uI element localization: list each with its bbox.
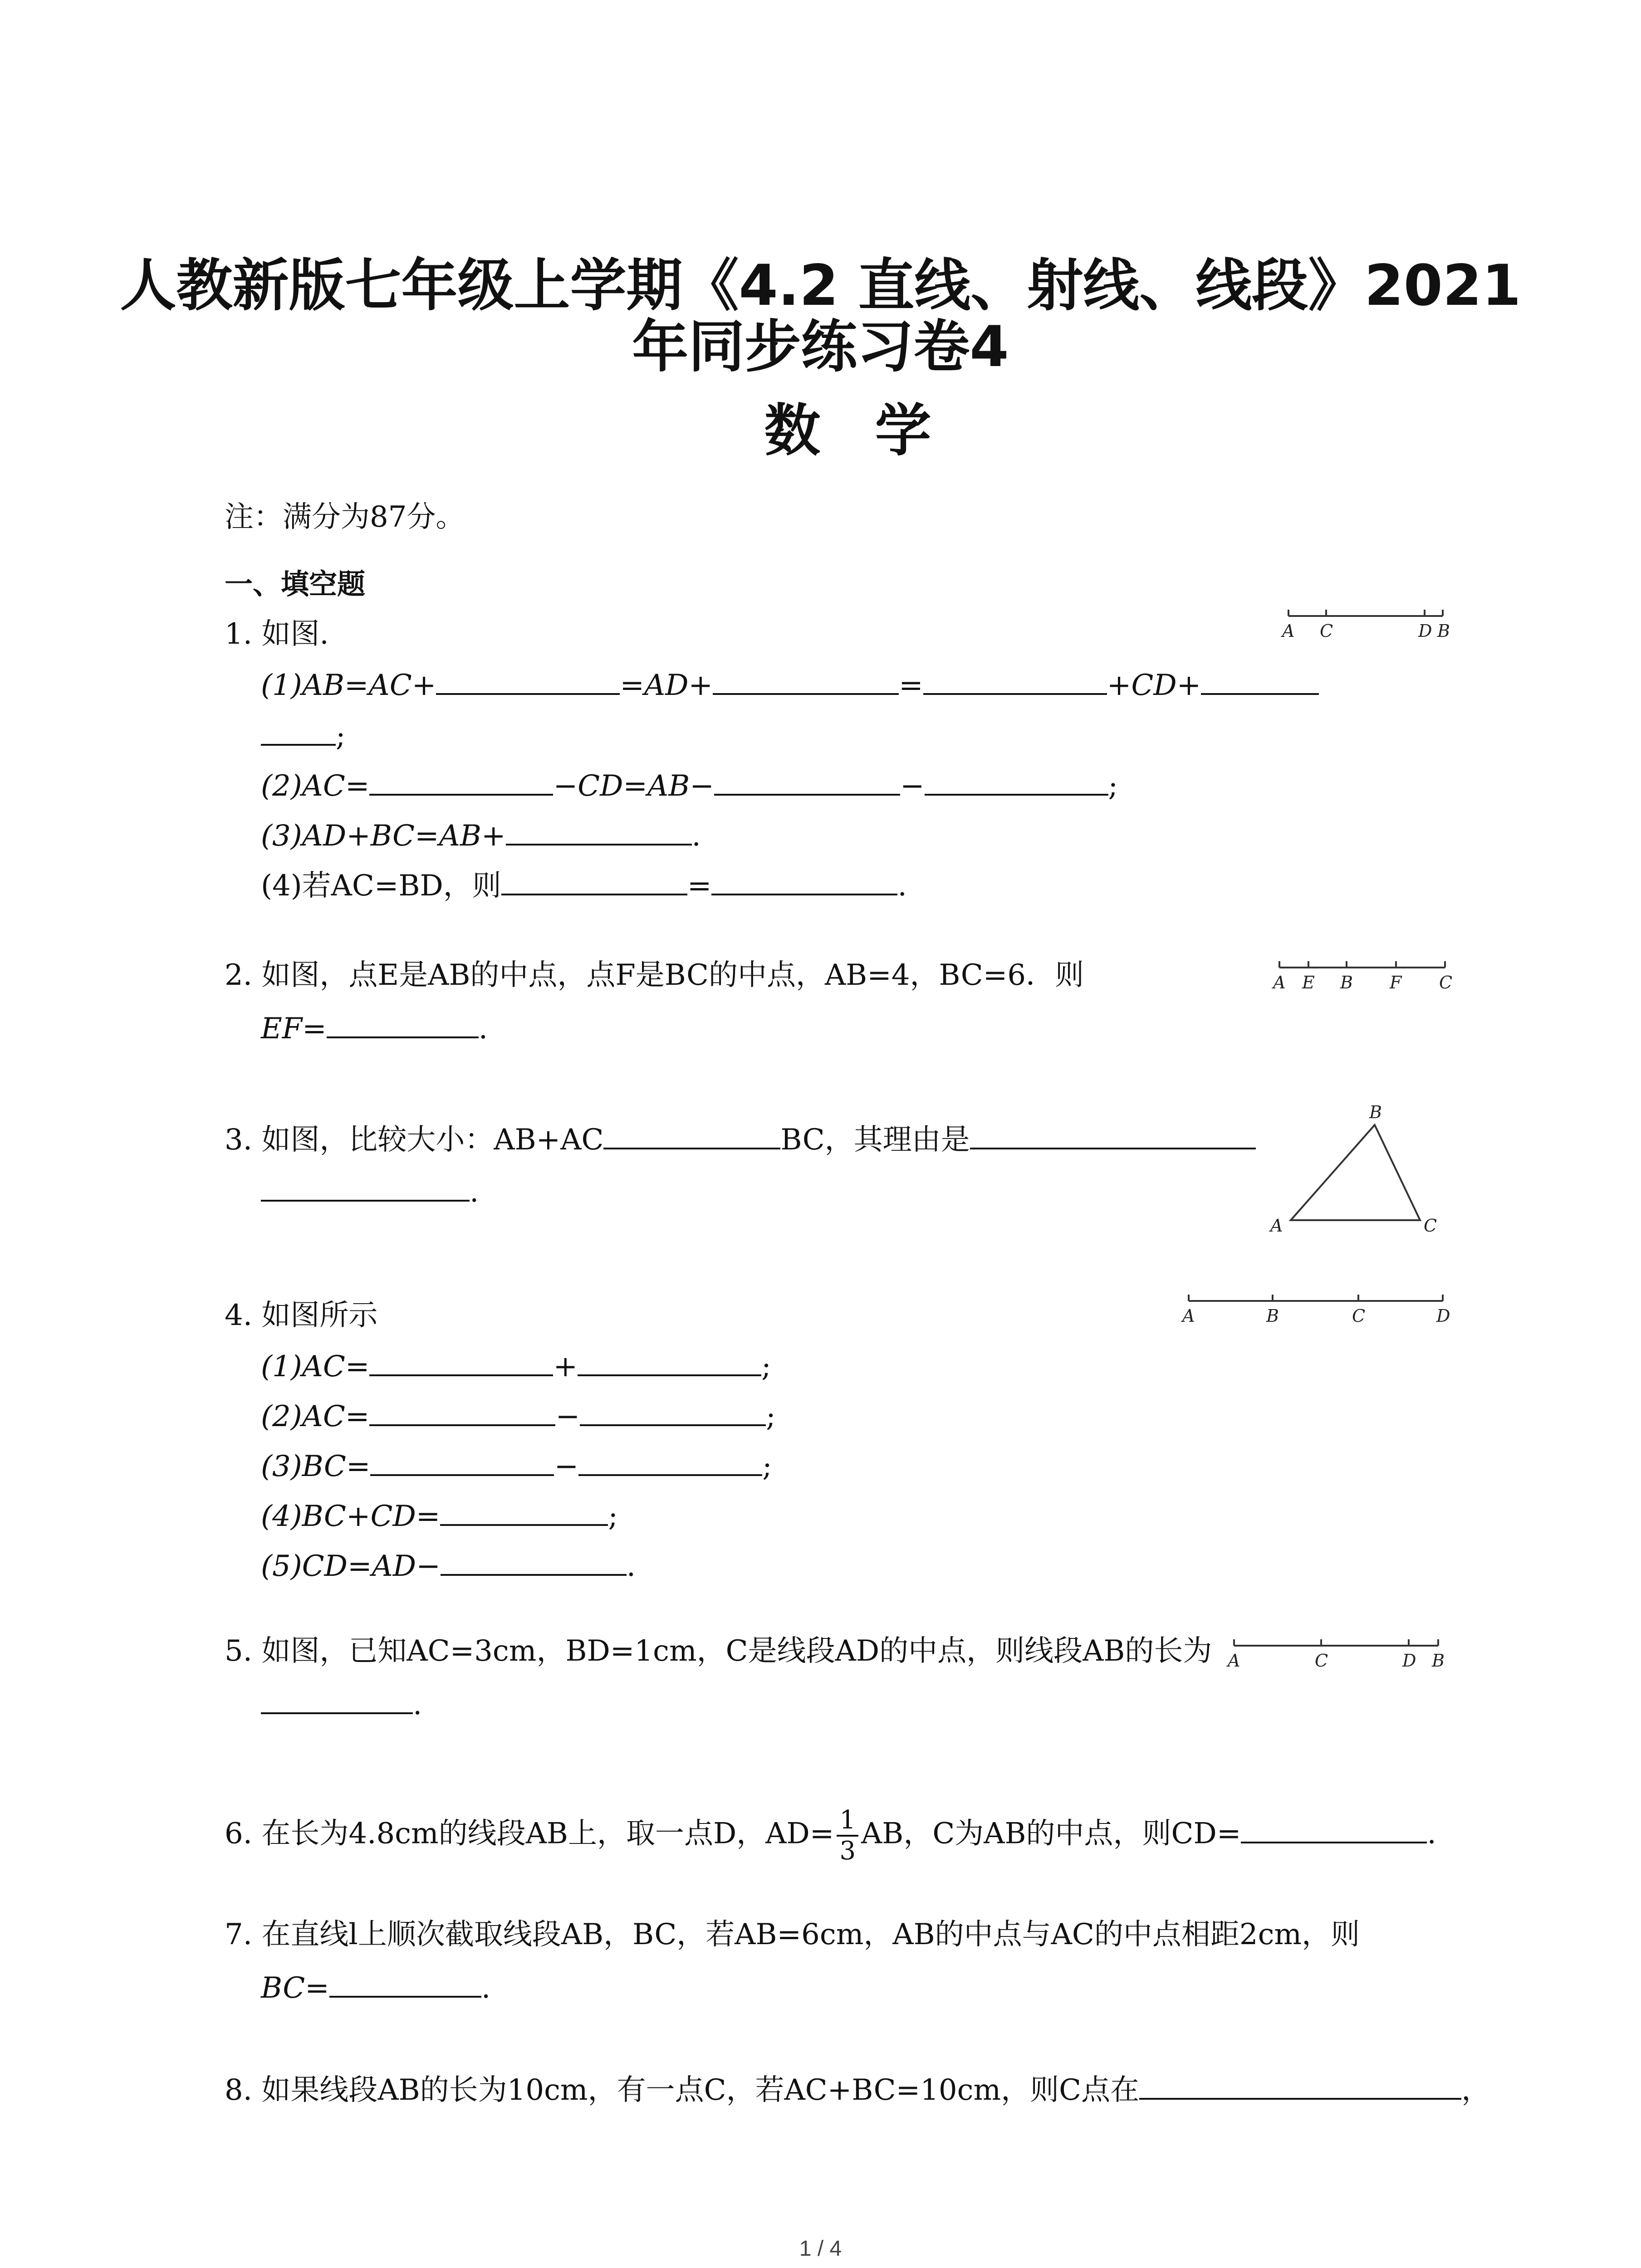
q8-blank[interactable]	[1139, 2071, 1461, 2100]
q2-blank[interactable]	[327, 1009, 479, 1038]
q1-blank[interactable]	[711, 866, 897, 895]
q2-figure	[1266, 950, 1456, 996]
q1-part1-end: ;	[336, 719, 346, 753]
q5-line2	[261, 1685, 422, 1723]
q4-blank[interactable]	[440, 1497, 608, 1526]
q5-label-c: C	[1315, 1651, 1328, 1671]
q1-part2-seg: −	[900, 769, 925, 803]
q1-blank[interactable]	[1201, 666, 1319, 695]
q1-part4-seg: =	[687, 869, 712, 903]
q1-blank[interactable]	[925, 767, 1108, 796]
q4-label-a: A	[1182, 1306, 1195, 1326]
q4-blank[interactable]	[578, 1347, 761, 1376]
q4-part3-seg: ;	[762, 1450, 772, 1483]
q3-line1-pre: 3. 如图，比较大小：AB+AC	[225, 1123, 604, 1157]
score-note: 注：满分为87分。	[225, 500, 465, 534]
q5-label-a: A	[1228, 1651, 1240, 1671]
q4-blank[interactable]	[580, 1397, 766, 1426]
q1-part4	[261, 866, 907, 904]
q1-blank[interactable]	[369, 767, 553, 796]
q1-figure	[1275, 599, 1456, 644]
q1-part2-seg: ;	[1108, 769, 1118, 803]
q8-end: ，	[1461, 2073, 1491, 2107]
q8-pre: 8. 如果线段AB的长为10cm，有一点C，若AC+BC=10cm，则C点在	[225, 2073, 1140, 2107]
q3-triangle-figure	[1257, 1093, 1447, 1247]
q3-line1-mid: BC，其理由是	[780, 1123, 970, 1157]
q4-label-c: C	[1352, 1306, 1366, 1326]
q6-post: AB，C为AB的中点，则CD=	[861, 1817, 1241, 1851]
q4-part4	[261, 1497, 618, 1535]
q2-line2	[261, 1009, 488, 1047]
q4-part4-seg: ;	[608, 1500, 618, 1533]
q5-figure	[1220, 1628, 1456, 1674]
q3-label-b: B	[1369, 1102, 1382, 1122]
q4-blank[interactable]	[578, 1447, 762, 1476]
q3-label-a: A	[1270, 1216, 1283, 1236]
q3-reason-blank[interactable]	[970, 1120, 1256, 1149]
q6-blank[interactable]	[1241, 1814, 1427, 1843]
q7-line2-pre: BC=	[261, 1971, 329, 2005]
q7-line1: 7. 在直线l上顺次截取线段AB，BC，若AB=6cm，AB的中点与AC的中点相距2cm，则	[225, 1918, 1360, 1951]
q4-part3-seg: −	[554, 1450, 579, 1483]
q4-part5	[261, 1547, 636, 1584]
q5-line1: 5. 如图，已知AC=3cm，BD=1cm，C是线段AD的中点，则线段AB的长为	[225, 1634, 1212, 1668]
q1-part3-seg: (3)AD+BC=AB+	[261, 819, 506, 853]
q4-part1-seg: (1)AC=	[261, 1350, 370, 1383]
q4-part2-seg: ;	[766, 1400, 776, 1433]
q1-label-c: C	[1320, 621, 1333, 641]
section-heading: 一、填空题	[225, 567, 366, 601]
q2-label-a: A	[1273, 973, 1286, 992]
page-number: 1 / 4	[799, 2237, 842, 2261]
q4-blank[interactable]	[369, 1347, 553, 1376]
q1-blank[interactable]	[501, 866, 687, 895]
q4-part3-seg: (3)BC=	[261, 1450, 371, 1483]
q8-line	[225, 2071, 1490, 2108]
subject-title: 数学	[764, 398, 986, 464]
q6-frac-num: 1	[837, 1808, 858, 1837]
q1-label-a: A	[1282, 621, 1295, 641]
q4-blank[interactable]	[369, 1397, 555, 1426]
q1-label-b: B	[1437, 621, 1450, 641]
q4-figure	[1175, 1284, 1465, 1329]
q7-line2-post: .	[481, 1971, 491, 2005]
q4-part2-seg: (2)AC=	[261, 1400, 370, 1433]
q4-part2	[261, 1397, 776, 1435]
q1-label-d: D	[1418, 621, 1432, 641]
q1-blank[interactable]	[506, 816, 692, 846]
q7-line2	[261, 1969, 490, 2006]
q1-part1-cont	[261, 717, 346, 754]
q1-part2-seg: −CD=AB−	[553, 769, 714, 803]
q1-part1-seg: (1)AB=AC+	[261, 669, 436, 702]
q1-blank[interactable]	[436, 666, 620, 695]
q6-fraction	[837, 1805, 858, 1866]
q1-part2	[261, 767, 1118, 804]
q4-part4-seg: (4)BC+CD=	[261, 1500, 441, 1533]
q1-part4-seg: (4)若AC=BD，则	[261, 869, 501, 903]
q4-label-b: B	[1266, 1306, 1279, 1326]
q1-part2-seg: (2)AC=	[261, 769, 370, 803]
q3-line1	[225, 1120, 1256, 1158]
q6-frac-den: 3	[839, 1836, 856, 1866]
q5-line2-post: .	[413, 1688, 422, 1721]
q5-blank[interactable]	[261, 1685, 413, 1714]
q4-label-d: D	[1436, 1306, 1450, 1326]
q6-end: .	[1427, 1817, 1436, 1851]
q1-blank[interactable]	[713, 666, 899, 695]
q2-label-b: B	[1340, 973, 1353, 992]
q5-label-d: D	[1402, 1651, 1416, 1671]
q7-blank[interactable]	[329, 1969, 481, 1998]
q2-label-e: E	[1302, 973, 1315, 992]
q5-label-b: B	[1432, 1651, 1445, 1671]
q1-stem: 1. 如图.	[225, 617, 329, 651]
q4-blank[interactable]	[441, 1547, 627, 1576]
q1-part1-seg: =AD+	[620, 669, 713, 702]
q1-blank[interactable]	[714, 767, 900, 796]
q3-label-c: C	[1424, 1216, 1437, 1236]
q1-part1-seg: =	[899, 669, 923, 702]
q1-part1-seg: +CD+	[1107, 669, 1201, 702]
q1-part1	[261, 666, 1319, 704]
q1-blank[interactable]	[261, 717, 336, 746]
q4-part3	[261, 1447, 772, 1485]
q1-part3-seg: .	[691, 819, 701, 853]
q2-label-c: C	[1439, 973, 1453, 992]
q6-pre: 6. 在长为4.8cm的线段AB上，取一点D，AD=	[225, 1817, 834, 1851]
q1-part3	[261, 816, 701, 854]
q2-label-f: F	[1390, 973, 1402, 992]
page-title-line1: 人教新版七年级上学期《4.2 直线、射线、线段》2021	[120, 253, 1521, 318]
q3-blank[interactable]	[603, 1120, 780, 1149]
q3-reason-blank[interactable]	[261, 1173, 470, 1202]
q2-line1: 2. 如图，点E是AB的中点，点F是BC的中点，AB=4，BC=6．则	[225, 958, 1084, 992]
q6-line	[225, 1805, 1436, 1866]
q4-part5-seg: (5)CD=AD−	[261, 1549, 441, 1583]
q3-line2	[261, 1173, 479, 1210]
q4-stem: 4. 如图所示	[225, 1299, 378, 1332]
q1-blank[interactable]	[923, 666, 1107, 695]
q3-line2-post: .	[470, 1175, 479, 1209]
q4-blank[interactable]	[370, 1447, 554, 1476]
q2-line2-post: .	[478, 1012, 488, 1046]
q4-part5-seg: .	[626, 1549, 636, 1583]
q4-part1-seg: +	[553, 1350, 578, 1383]
q3-triangle	[1291, 1125, 1420, 1220]
q2-line2-pre: EF=	[261, 1012, 327, 1046]
q4-part2-seg: −	[555, 1400, 580, 1433]
page-title-line2: 年同步练习卷4	[632, 314, 1009, 380]
q4-part1	[261, 1347, 771, 1385]
q1-part4-seg: .	[897, 869, 907, 903]
q4-part1-seg: ;	[761, 1350, 771, 1383]
